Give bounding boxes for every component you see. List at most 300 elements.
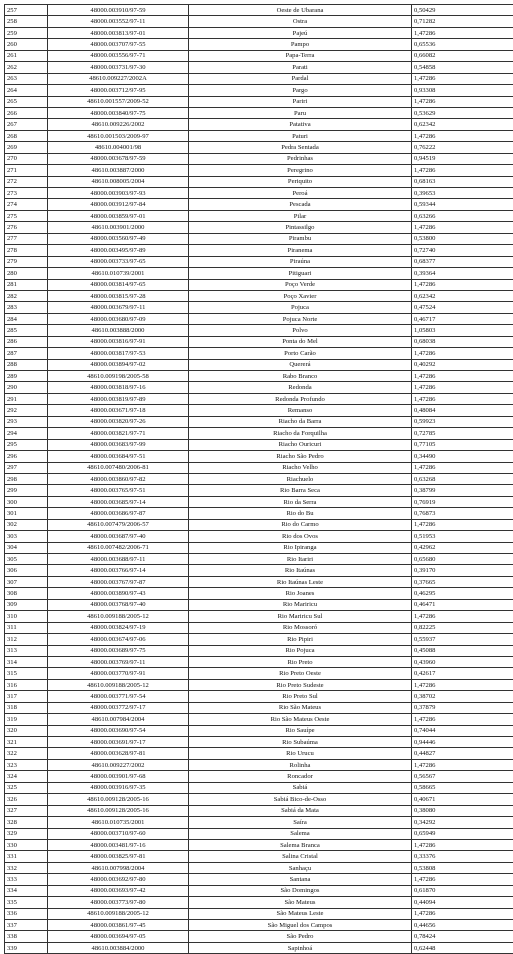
value-cell: 1,47286 — [412, 519, 513, 530]
table-row — [5, 16, 513, 27]
process-number-cell: 48000.003825/97-81 — [48, 851, 189, 862]
field-name-cell: Paturi — [189, 130, 412, 141]
row-number-cell: 336 — [5, 908, 48, 919]
process-number-cell: 48000.003769/97-11 — [48, 656, 189, 667]
value-cell: 1,05803 — [412, 325, 513, 336]
field-name-cell: Ponta do Mel — [189, 336, 412, 347]
table-row — [5, 942, 513, 953]
field-name-cell: Saíra — [189, 817, 412, 828]
value-cell: 0,94519 — [412, 153, 513, 164]
row-number-cell: 338 — [5, 931, 48, 942]
field-name-cell: Rio do Carmo — [189, 519, 412, 530]
value-cell: 0,65949 — [412, 828, 513, 839]
table-row — [5, 268, 513, 279]
table-row — [5, 828, 513, 839]
value-cell: 1,47286 — [412, 222, 513, 233]
value-cell: 0,33376 — [412, 851, 513, 862]
value-cell: 0,78424 — [412, 931, 513, 942]
row-number-cell: 269 — [5, 142, 48, 153]
process-number-cell: 48000.003824/97-19 — [48, 622, 189, 633]
table-row — [5, 233, 513, 244]
field-name-cell: Sabiá Bico-de-Osso — [189, 794, 412, 805]
row-number-cell: 316 — [5, 679, 48, 690]
field-name-cell: Pampo — [189, 39, 412, 50]
value-cell: 0,72785 — [412, 428, 513, 439]
field-name-cell: Porto Carão — [189, 348, 412, 359]
table-row — [5, 748, 513, 759]
process-number-cell: 48000.003861/97-45 — [48, 920, 189, 931]
process-number-cell: 48610.003901/2000 — [48, 222, 189, 233]
value-cell: 0,44656 — [412, 920, 513, 931]
row-number-cell: 311 — [5, 622, 48, 633]
field-name-cell: Roncador — [189, 771, 412, 782]
row-number-cell: 304 — [5, 542, 48, 553]
row-number-cell: 339 — [5, 942, 48, 953]
table-row — [5, 714, 513, 725]
value-cell: 0,38080 — [412, 805, 513, 816]
row-number-cell: 284 — [5, 313, 48, 324]
value-cell: 0,38702 — [412, 691, 513, 702]
field-name-cell: Pariri — [189, 96, 412, 107]
process-number-cell: 48610.009198/2005-58 — [48, 371, 189, 382]
field-name-cell: Piraúna — [189, 256, 412, 267]
table-row — [5, 188, 513, 199]
process-number-cell: 48610.007480/2006-81 — [48, 462, 189, 473]
table-row — [5, 336, 513, 347]
row-number-cell: 314 — [5, 656, 48, 667]
row-number-cell: 302 — [5, 519, 48, 530]
row-number-cell: 267 — [5, 119, 48, 130]
table-row — [5, 531, 513, 542]
value-cell: 1,47286 — [412, 165, 513, 176]
field-name-cell: Pojuca Norte — [189, 313, 412, 324]
row-number-cell: 330 — [5, 839, 48, 850]
process-number-cell: 48000.003860/97-82 — [48, 473, 189, 484]
field-name-cell: Rio Itaúnas Leste — [189, 576, 412, 587]
process-number-cell: 48000.003690/97-54 — [48, 725, 189, 736]
value-cell: 1,47286 — [412, 462, 513, 473]
table-row — [5, 256, 513, 267]
process-number-cell: 48610.007984/2004 — [48, 714, 189, 725]
process-number-cell: 48000.003560/97-49 — [48, 233, 189, 244]
table-row — [5, 405, 513, 416]
row-number-cell: 276 — [5, 222, 48, 233]
value-cell: 0,42962 — [412, 542, 513, 553]
field-name-cell: Peroá — [189, 188, 412, 199]
field-name-cell: Rio Mariricu — [189, 599, 412, 610]
process-number-cell: 48000.003771/97-54 — [48, 691, 189, 702]
field-name-cell: Rio Barra Seca — [189, 485, 412, 496]
table-row — [5, 496, 513, 507]
field-name-cell: Pescada — [189, 199, 412, 210]
field-name-cell: Rio Preto Oeste — [189, 668, 412, 679]
process-number-cell: 48000.003890/97-43 — [48, 588, 189, 599]
value-cell: 0,82225 — [412, 622, 513, 633]
value-cell: 0,53800 — [412, 233, 513, 244]
process-number-cell: 48610.010739/2001 — [48, 268, 189, 279]
table-row — [5, 931, 513, 942]
field-name-cell: São Domingos — [189, 885, 412, 896]
process-number-cell: 48000.003710/97-60 — [48, 828, 189, 839]
process-number-cell: 48610.003888/2000 — [48, 325, 189, 336]
field-name-cell: Patativa — [189, 119, 412, 130]
value-cell: 0,65680 — [412, 554, 513, 565]
table-row — [5, 702, 513, 713]
row-number-cell: 326 — [5, 794, 48, 805]
fields-table — [4, 4, 513, 954]
field-name-cell: Piranema — [189, 245, 412, 256]
table-row — [5, 165, 513, 176]
table-row — [5, 508, 513, 519]
process-number-cell: 48000.003678/97-59 — [48, 153, 189, 164]
process-number-cell: 48000.003671/97-18 — [48, 405, 189, 416]
row-number-cell: 300 — [5, 496, 48, 507]
process-number-cell: 48000.003707/97-55 — [48, 39, 189, 50]
field-name-cell: São Pedro — [189, 931, 412, 942]
value-cell: 0,50429 — [412, 5, 513, 16]
value-cell: 0,48084 — [412, 405, 513, 416]
row-number-cell: 287 — [5, 348, 48, 359]
field-name-cell: Polvo — [189, 325, 412, 336]
row-number-cell: 331 — [5, 851, 48, 862]
field-name-cell: Rio Pojuca — [189, 645, 412, 656]
field-name-cell: Rolinha — [189, 759, 412, 770]
value-cell: 1,47286 — [412, 393, 513, 404]
value-cell: 0,53808 — [412, 862, 513, 873]
row-number-cell: 320 — [5, 725, 48, 736]
table-row — [5, 199, 513, 210]
table-row — [5, 920, 513, 931]
process-number-cell: 48000.003916/97-35 — [48, 782, 189, 793]
row-number-cell: 272 — [5, 176, 48, 187]
process-number-cell: 48000.003840/97-75 — [48, 107, 189, 118]
row-number-cell: 322 — [5, 748, 48, 759]
field-name-cell: Pedra Sentada — [189, 142, 412, 153]
field-name-cell: Parati — [189, 62, 412, 73]
table-row — [5, 176, 513, 187]
field-name-cell: Pintassilgo — [189, 222, 412, 233]
field-name-cell: Rio Itariri — [189, 554, 412, 565]
table-body — [5, 5, 513, 954]
value-cell: 0,44827 — [412, 748, 513, 759]
field-name-cell: São Mateus Leste — [189, 908, 412, 919]
row-number-cell: 265 — [5, 96, 48, 107]
value-cell: 0,42617 — [412, 668, 513, 679]
value-cell: 0,46471 — [412, 599, 513, 610]
row-number-cell: 288 — [5, 359, 48, 370]
process-number-cell: 48610.009227/2002 — [48, 759, 189, 770]
table-row — [5, 313, 513, 324]
row-number-cell: 277 — [5, 233, 48, 244]
table-row — [5, 27, 513, 38]
table-row — [5, 153, 513, 164]
field-name-cell: Sabiá — [189, 782, 412, 793]
value-cell: 0,34490 — [412, 451, 513, 462]
process-number-cell: 48000.003901/97-68 — [48, 771, 189, 782]
row-number-cell: 328 — [5, 817, 48, 828]
process-number-cell: 48000.003684/97-51 — [48, 451, 189, 462]
value-cell: 0,37665 — [412, 576, 513, 587]
row-number-cell: 317 — [5, 691, 48, 702]
value-cell: 0,43960 — [412, 656, 513, 667]
process-number-cell: 48000.003894/97-02 — [48, 359, 189, 370]
process-number-cell: 48000.003912/97-84 — [48, 199, 189, 210]
process-number-cell: 48000.003767/97-87 — [48, 576, 189, 587]
row-number-cell: 313 — [5, 645, 48, 656]
table-row — [5, 565, 513, 576]
table-row — [5, 428, 513, 439]
process-number-cell: 48610.009188/2005-12 — [48, 679, 189, 690]
table-row — [5, 656, 513, 667]
row-number-cell: 259 — [5, 27, 48, 38]
field-name-cell: Paru — [189, 107, 412, 118]
row-number-cell: 298 — [5, 473, 48, 484]
row-number-cell: 261 — [5, 50, 48, 61]
table-row — [5, 622, 513, 633]
field-name-cell: Pardal — [189, 73, 412, 84]
field-name-cell: Rio Preto Sudeste — [189, 679, 412, 690]
table-row — [5, 416, 513, 427]
table-row — [5, 325, 513, 336]
value-cell: 0,54858 — [412, 62, 513, 73]
field-name-cell: Rabo Branco — [189, 371, 412, 382]
row-number-cell: 279 — [5, 256, 48, 267]
table-row — [5, 874, 513, 885]
field-name-cell: Santana — [189, 874, 412, 885]
value-cell: 1,47286 — [412, 679, 513, 690]
value-cell: 1,47286 — [412, 839, 513, 850]
row-number-cell: 260 — [5, 39, 48, 50]
field-name-cell: Remanso — [189, 405, 412, 416]
field-name-cell: Rio Pipiri — [189, 634, 412, 645]
process-number-cell: 48610.004001/98 — [48, 142, 189, 153]
row-number-cell: 257 — [5, 5, 48, 16]
table-row — [5, 119, 513, 130]
table-row — [5, 371, 513, 382]
table-row — [5, 107, 513, 118]
row-number-cell: 268 — [5, 130, 48, 141]
table-row — [5, 130, 513, 141]
field-name-cell: Sanhaçu — [189, 862, 412, 873]
value-cell: 0,62342 — [412, 290, 513, 301]
row-number-cell: 334 — [5, 885, 48, 896]
table-row — [5, 302, 513, 313]
table-row — [5, 50, 513, 61]
process-number-cell: 48000.003552/97-11 — [48, 16, 189, 27]
process-number-cell: 48000.003770/97-91 — [48, 668, 189, 679]
row-number-cell: 333 — [5, 874, 48, 885]
table-row — [5, 759, 513, 770]
value-cell: 0,76873 — [412, 508, 513, 519]
field-name-cell: Rio Joanes — [189, 588, 412, 599]
row-number-cell: 295 — [5, 439, 48, 450]
row-number-cell: 303 — [5, 531, 48, 542]
table-row — [5, 611, 513, 622]
field-name-cell: Oeste de Ubarana — [189, 5, 412, 16]
process-number-cell: 48610.009128/2005-16 — [48, 805, 189, 816]
field-name-cell: São Mateus — [189, 897, 412, 908]
row-number-cell: 332 — [5, 862, 48, 873]
value-cell: 0,76919 — [412, 496, 513, 507]
table-row — [5, 771, 513, 782]
field-name-cell: Rio do Bu — [189, 508, 412, 519]
value-cell: 1,47286 — [412, 714, 513, 725]
value-cell: 0,44094 — [412, 897, 513, 908]
table-row — [5, 393, 513, 404]
field-name-cell: Riacho Velho — [189, 462, 412, 473]
row-number-cell: 327 — [5, 805, 48, 816]
table-row — [5, 851, 513, 862]
row-number-cell: 266 — [5, 107, 48, 118]
table-row — [5, 576, 513, 587]
process-number-cell: 48610.003887/2000 — [48, 165, 189, 176]
table-row — [5, 451, 513, 462]
field-name-cell: Rio Preto — [189, 656, 412, 667]
table-row — [5, 73, 513, 84]
table-row — [5, 359, 513, 370]
process-number-cell: 48610.009188/2005-12 — [48, 611, 189, 622]
row-number-cell: 289 — [5, 371, 48, 382]
table-row — [5, 96, 513, 107]
table-row — [5, 62, 513, 73]
field-name-cell: Salema Branca — [189, 839, 412, 850]
row-number-cell: 321 — [5, 737, 48, 748]
row-number-cell: 324 — [5, 771, 48, 782]
value-cell: 0,93308 — [412, 85, 513, 96]
row-number-cell: 293 — [5, 416, 48, 427]
value-cell: 0,46717 — [412, 313, 513, 324]
row-number-cell: 270 — [5, 153, 48, 164]
table-row — [5, 554, 513, 565]
value-cell: 0,38799 — [412, 485, 513, 496]
value-cell: 0,68377 — [412, 256, 513, 267]
process-number-cell: 48000.003679/97-11 — [48, 302, 189, 313]
process-number-cell: 48000.003816/97-91 — [48, 336, 189, 347]
table-row — [5, 908, 513, 919]
row-number-cell: 275 — [5, 210, 48, 221]
process-number-cell: 48000.003495/97-89 — [48, 245, 189, 256]
value-cell: 0,66082 — [412, 50, 513, 61]
table-row — [5, 737, 513, 748]
table-row — [5, 279, 513, 290]
field-name-cell: Pilar — [189, 210, 412, 221]
value-cell: 1,47286 — [412, 382, 513, 393]
value-cell: 0,56567 — [412, 771, 513, 782]
row-number-cell: 299 — [5, 485, 48, 496]
field-name-cell: Rio Ipiranga — [189, 542, 412, 553]
value-cell: 1,47286 — [412, 96, 513, 107]
process-number-cell: 48000.003694/97-05 — [48, 931, 189, 942]
table-row — [5, 885, 513, 896]
table-row — [5, 691, 513, 702]
field-name-cell: Periquito — [189, 176, 412, 187]
process-number-cell: 48610.007482/2006-71 — [48, 542, 189, 553]
value-cell: 0,59923 — [412, 416, 513, 427]
value-cell: 0,94446 — [412, 737, 513, 748]
process-number-cell: 48000.003674/97-06 — [48, 634, 189, 645]
value-cell: 0,39170 — [412, 565, 513, 576]
field-name-cell: Ostra — [189, 16, 412, 27]
row-number-cell: 318 — [5, 702, 48, 713]
process-number-cell: 48000.003689/97-75 — [48, 645, 189, 656]
field-name-cell: Pitiguari — [189, 268, 412, 279]
table-row — [5, 485, 513, 496]
table-row — [5, 668, 513, 679]
value-cell: 1,47286 — [412, 279, 513, 290]
table-row — [5, 588, 513, 599]
row-number-cell: 271 — [5, 165, 48, 176]
field-name-cell: Riacho da Barra — [189, 416, 412, 427]
process-number-cell: 48000.003680/97-09 — [48, 313, 189, 324]
value-cell: 0,39653 — [412, 188, 513, 199]
process-number-cell: 48000.003821/97-71 — [48, 428, 189, 439]
field-name-cell: Sabiá da Mata — [189, 805, 412, 816]
value-cell: 0,59344 — [412, 199, 513, 210]
value-cell: 0,34292 — [412, 817, 513, 828]
value-cell: 0,63268 — [412, 473, 513, 484]
row-number-cell: 264 — [5, 85, 48, 96]
field-name-cell: Rio Itaúnas — [189, 565, 412, 576]
table-row — [5, 862, 513, 873]
row-number-cell: 315 — [5, 668, 48, 679]
table-row — [5, 634, 513, 645]
row-number-cell: 291 — [5, 393, 48, 404]
table-row — [5, 142, 513, 153]
value-cell: 0,45088 — [412, 645, 513, 656]
table-row — [5, 290, 513, 301]
field-name-cell: São Miguel dos Campos — [189, 920, 412, 931]
table-row — [5, 794, 513, 805]
value-cell: 0,47524 — [412, 302, 513, 313]
process-number-cell: 48610.007998/2004 — [48, 862, 189, 873]
process-number-cell: 48000.003628/97-81 — [48, 748, 189, 759]
field-name-cell: Rio da Serra — [189, 496, 412, 507]
process-number-cell: 48000.003712/97-95 — [48, 85, 189, 96]
field-name-cell: Rio Subaúma — [189, 737, 412, 748]
process-number-cell: 48610.001557/2009-52 — [48, 96, 189, 107]
process-number-cell: 48000.003910/97-59 — [48, 5, 189, 16]
field-name-cell: Quererá — [189, 359, 412, 370]
field-name-cell: Poço Xavier — [189, 290, 412, 301]
table-row — [5, 542, 513, 553]
row-number-cell: 294 — [5, 428, 48, 439]
process-number-cell: 48610.009227/2002A — [48, 73, 189, 84]
process-number-cell: 48000.003731/97-30 — [48, 62, 189, 73]
process-number-cell: 48000.003686/97-87 — [48, 508, 189, 519]
field-name-cell: Rio Mossoró — [189, 622, 412, 633]
value-cell: 0,46295 — [412, 588, 513, 599]
field-name-cell: Pirambu — [189, 233, 412, 244]
field-name-cell: Sapinhoá — [189, 942, 412, 953]
value-cell: 0,77105 — [412, 439, 513, 450]
table-row — [5, 222, 513, 233]
process-number-cell: 48000.003691/97-17 — [48, 737, 189, 748]
table-row — [5, 805, 513, 816]
process-number-cell: 48000.003733/97-65 — [48, 256, 189, 267]
process-number-cell: 48610.010735/2001 — [48, 817, 189, 828]
process-number-cell: 48000.003685/97-14 — [48, 496, 189, 507]
row-number-cell: 297 — [5, 462, 48, 473]
field-name-cell: Pajeú — [189, 27, 412, 38]
row-number-cell: 280 — [5, 268, 48, 279]
value-cell: 0,53629 — [412, 107, 513, 118]
field-name-cell: Poço Verde — [189, 279, 412, 290]
table-row — [5, 519, 513, 530]
row-number-cell: 283 — [5, 302, 48, 313]
row-number-cell: 274 — [5, 199, 48, 210]
row-number-cell: 273 — [5, 188, 48, 199]
table-row — [5, 679, 513, 690]
